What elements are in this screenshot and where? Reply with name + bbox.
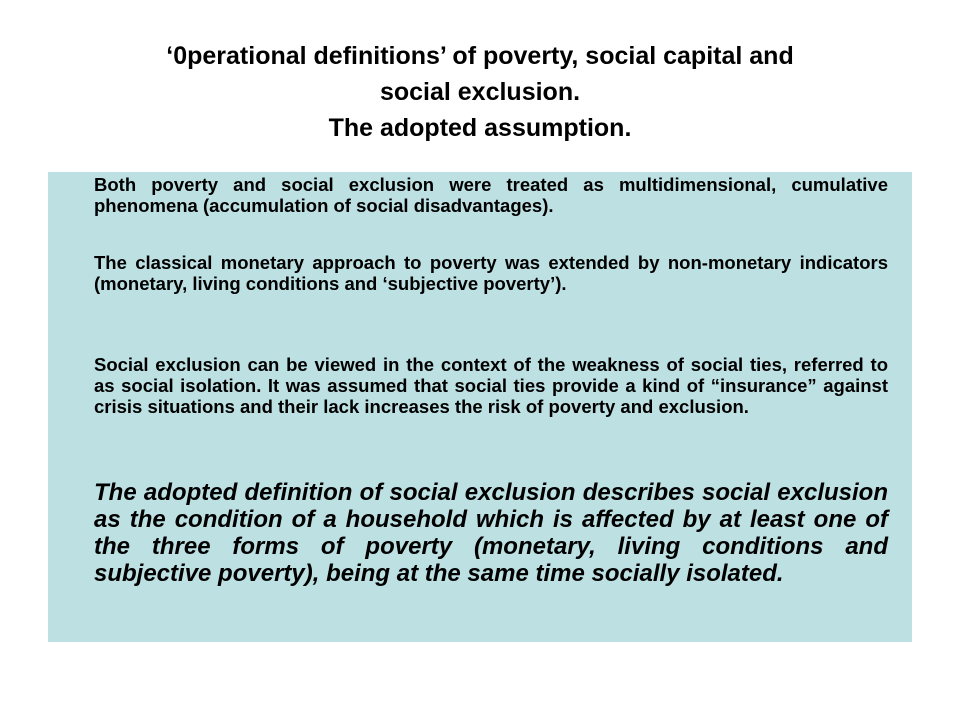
paragraph-adopted-definition: The adopted definition of social exclusion describes social exclusion as the condition of a household which is affected by at least one of the three forms of poverty (monetary, living conditions and subjective poverty), being at the same time socially isolated. (94, 479, 888, 587)
paragraph-social-ties: Social exclusion can be viewed in the context of the weakness of social ties, referred to as social isolation. It was assumed that social ties provide a kind of “insurance” against crisis situations and their lack increases the risk of poverty and exclusion. (94, 354, 888, 417)
slide-title (40, 38, 920, 146)
content-box (48, 172, 912, 642)
paragraph-multidimensional: Both poverty and social exclusion were treated as multidimensional, cumulative phenomena (accumulation of social disadvantages). (94, 174, 888, 216)
title-line-3: The adopted assumption. (328, 114, 632, 142)
title-line-1: ‘0perational definitions’ of poverty, social capital and (166, 42, 794, 70)
title-line-2: social exclusion. (379, 78, 581, 106)
paragraph-monetary-approach: The classical monetary approach to poverty was extended by non-monetary indicators (monetary, living conditions and ‘subjective poverty’). (94, 252, 888, 294)
